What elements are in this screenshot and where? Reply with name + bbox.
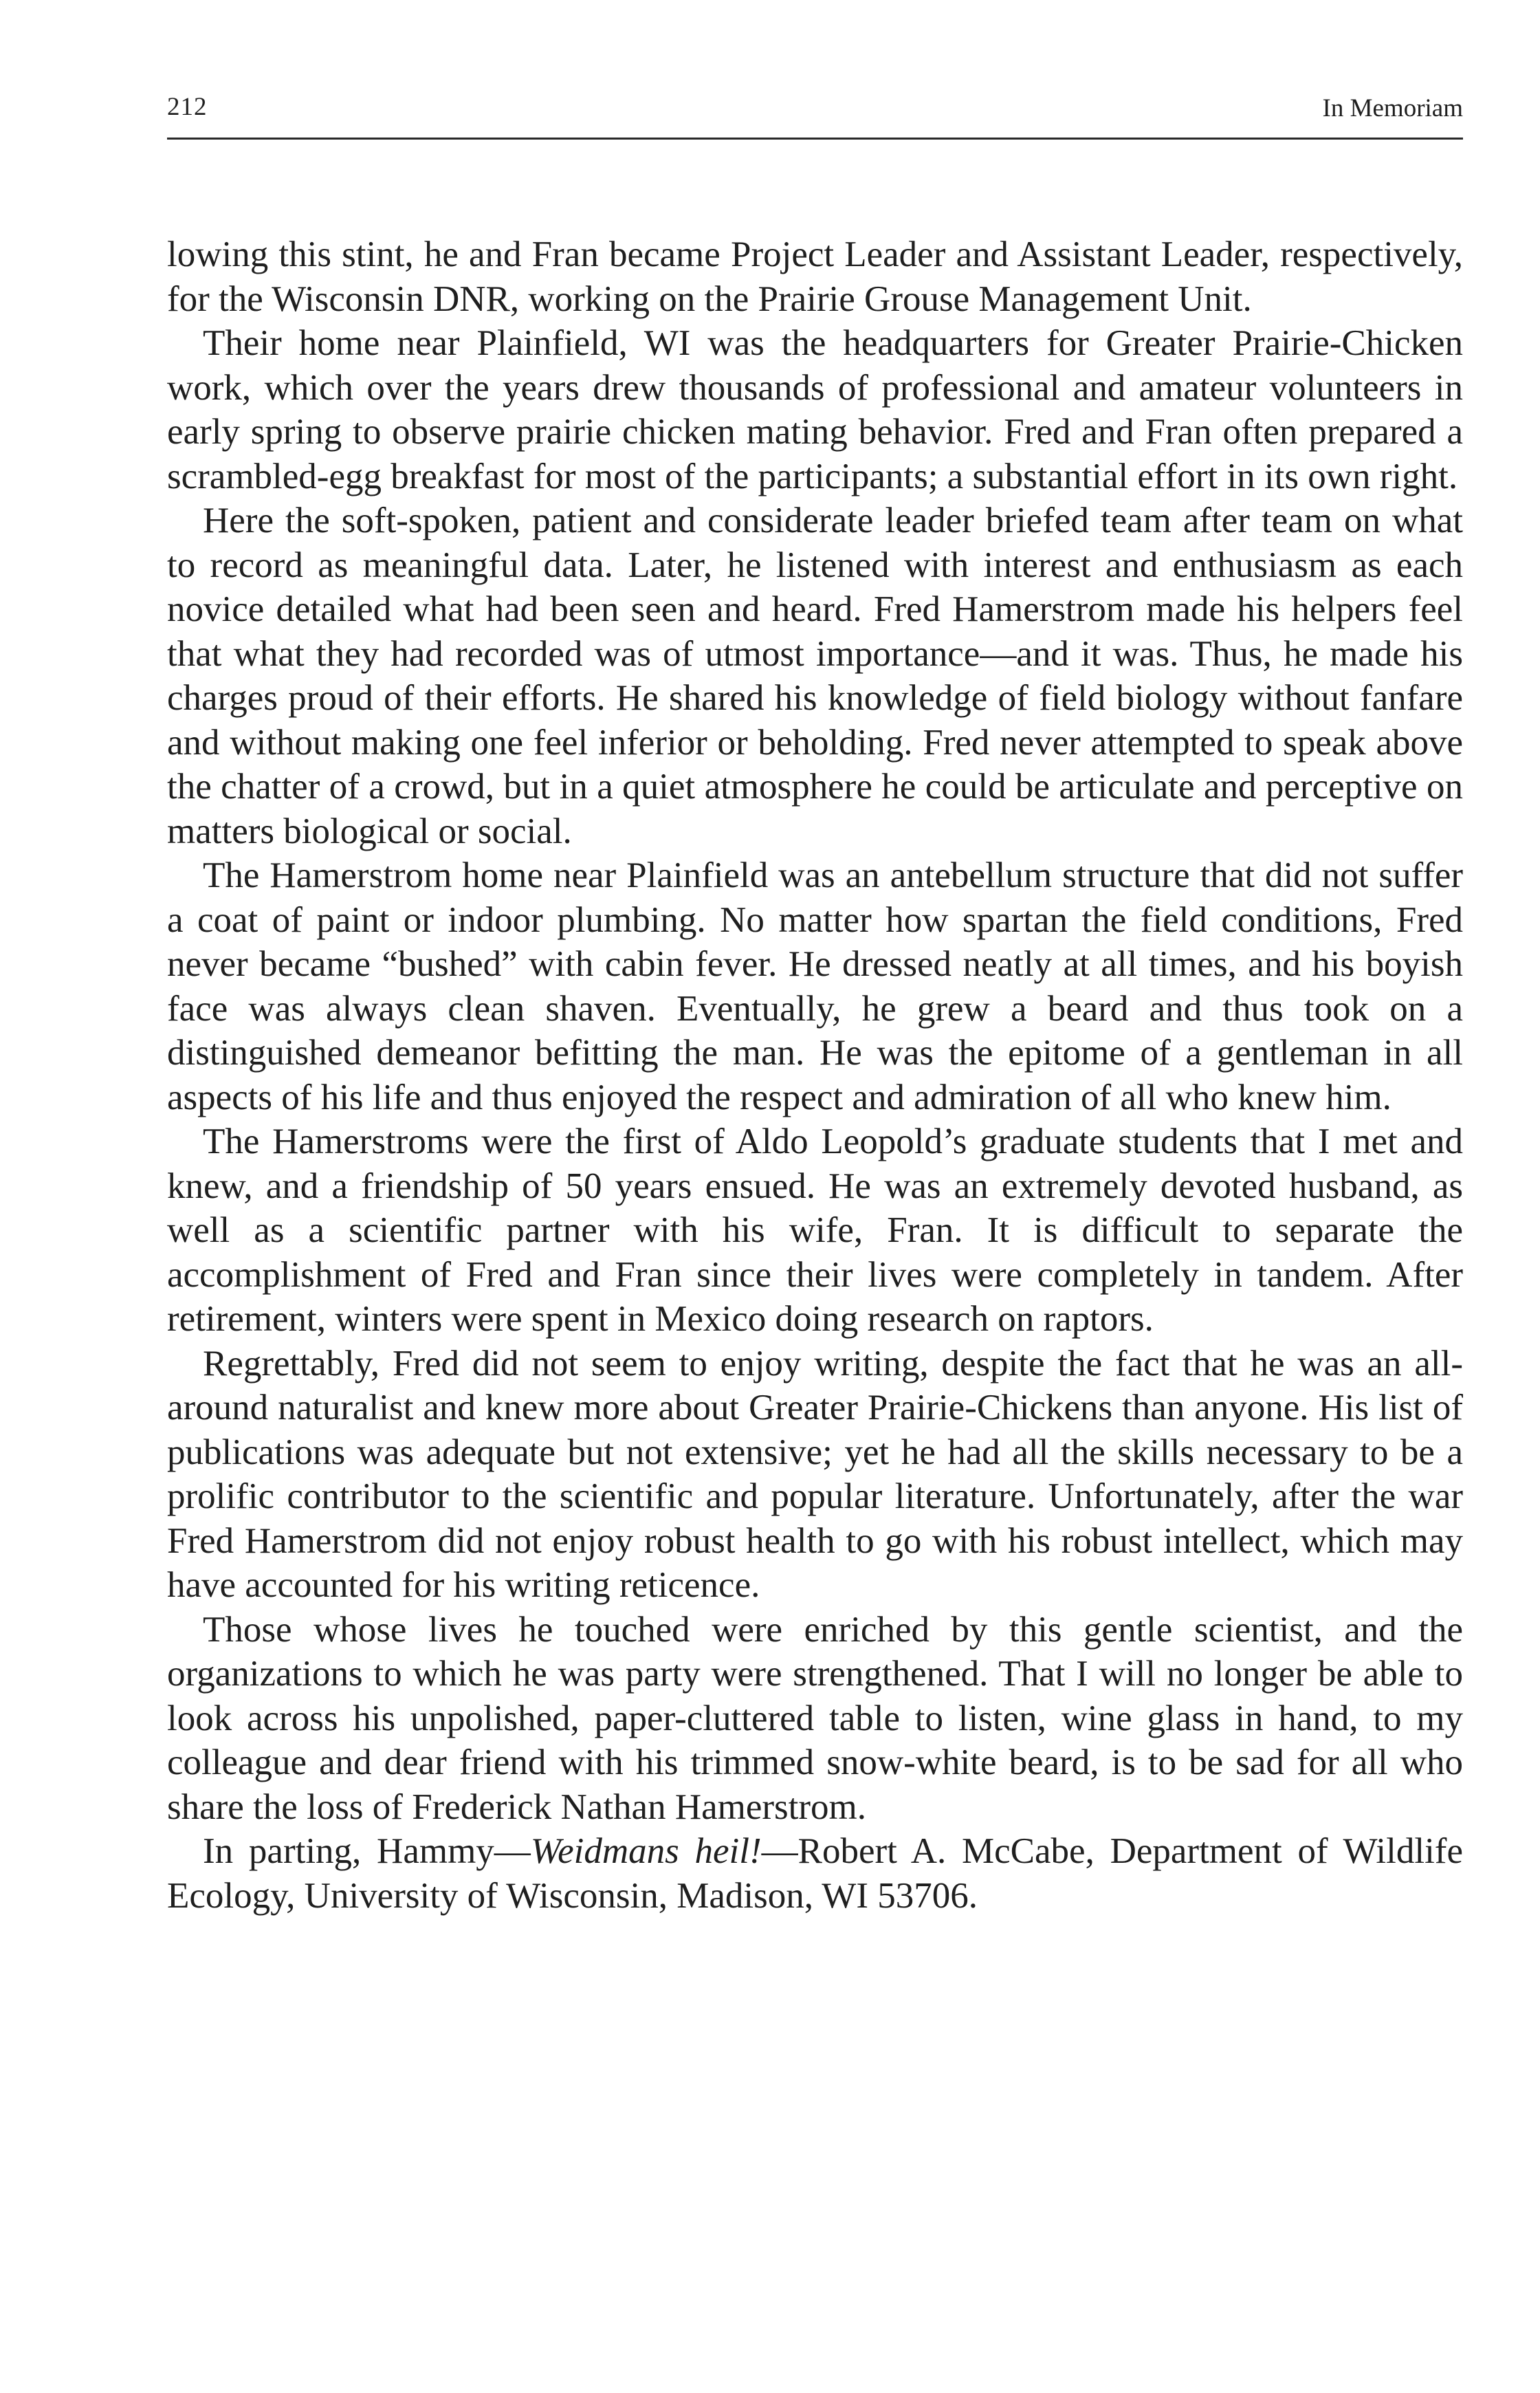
paragraph-continuation: lowing this stint, he and Fran became Project Leader and Assistant Leader, respectively, for the Wisconsin DNR, working on the Prairie Grouse Management Unit. <box>167 234 1463 319</box>
paragraph-writing: Regrettably, Fred did not seem to enjoy writing, despite the fact that he was an all-around naturalist and knew more about Greater Prairie-Chickens than anyone. His list of publications was adequate but not extensive; yet he had all the skills necessary to be a prolific contributor to the scientific and popular literature. Unfortunately, after the war Fred Hamerstrom did not enjoy robust health to go with his robust intellect, which may have accounted for his writing reticence. <box>167 1343 1463 1605</box>
article-body <box>167 232 1463 1918</box>
paragraph-plainfield-home: Their home near Plainfield, WI was the headquarters for Greater Prairie-Chicken work, which over the years drew thousands of professional and amateur volunteers in early spring to observe prairie chicken mating behavior. Fred and Fran often prepared a scrambled-egg breakfast for most of the participants; a substantial effort in its own right. <box>167 323 1463 496</box>
paragraph-leader: Here the soft-spoken, patient and considerate leader briefed team after team on what to record as meaningful data. Later, he listened with interest and enthusiasm as each novice detailed what had been seen and heard. Fred Hamerstrom made his helpers feel that what they had recorded was of utmost importance—and it was. Thus, he made his charges proud of their efforts. He shared his knowledge of field biology without fanfare and without making one feel inferior or beholding. Fred never attempted to speak above the chatter of a crowd, but in a quiet atmosphere he could be articulate and perceptive on matters biological or social. <box>167 501 1463 851</box>
running-header <box>167 89 1463 140</box>
paragraph-legacy: Those whose lives he touched were enriched by this gentle scientist, and the organizations to which he was party were strengthened. That I will no longer be able to look across his unpolished, paper-cluttered table to listen, wine glass in hand, to my colleague and dear friend with his trimmed snow-white beard, is to be sad for all who share the loss of Frederick Nathan Hamerstrom. <box>167 1609 1463 1827</box>
page-number: 212 <box>167 93 208 121</box>
paragraph-friendship: The Hamerstroms were the first of Aldo Leopold’s graduate students that I met and knew, and a friendship of 50 years ensued. He was an extremely devoted husband, as well as a scientific partner with his wife, Fran. It is difficult to separate the accomplishment of Fred and Fran since their lives were completely in tandem. After retirement, winters were spent in Mexico doing research on raptors. <box>167 1122 1463 1339</box>
section-title: In Memoriam <box>1322 94 1463 122</box>
closing-lead: In parting, Hammy— <box>203 1831 531 1871</box>
author-signature: —Robert A. McCabe, Department of Wildlife Ecology, University of Wisconsin, Madison, WI 53706. <box>167 1831 1463 1916</box>
paragraph-closing <box>167 1829 1463 1918</box>
paragraph-antebellum-home: The Hamerstrom home near Plainfield was an antebellum structure that did not suffer a coat of paint or indoor plumbing. No matter how spartan the field conditions, Fred never became “bushed” with cabin fever. He dressed neatly at all times, and his boyish face was always clean shaven. Eventually, he grew a beard and thus took on a distinguished demeanor befitting the man. He was the epitome of a gentleman in all aspects of his life and thus enjoyed the respect and admiration of all who knew him. <box>167 855 1463 1117</box>
closing-italic-salute: Weidmans heil! <box>530 1831 762 1871</box>
